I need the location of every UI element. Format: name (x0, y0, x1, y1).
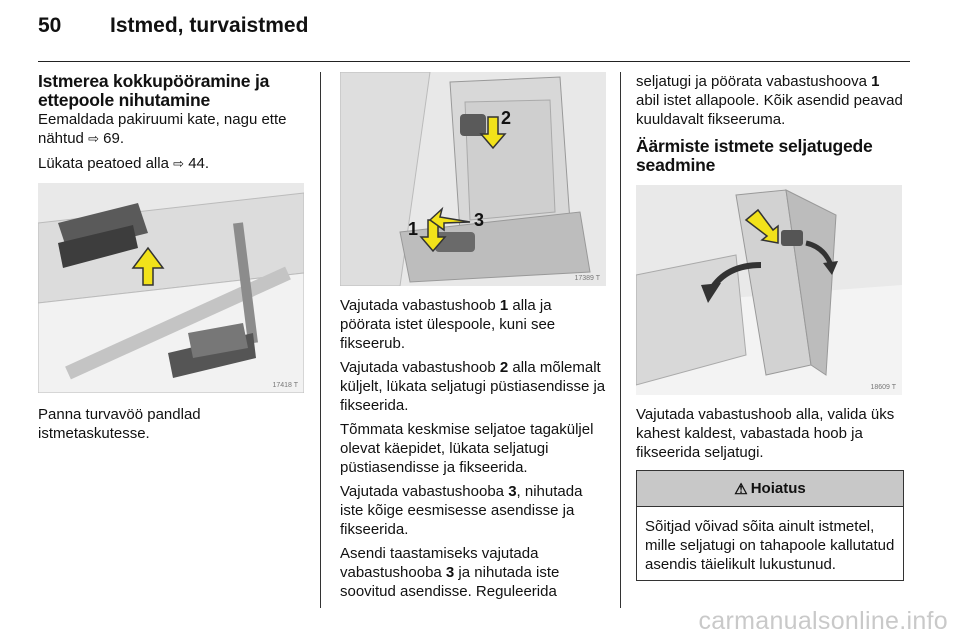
figure-seat-belt-buckles (38, 183, 304, 393)
figure-code: 17389 T (574, 275, 600, 282)
figure-release-levers (340, 72, 606, 286)
reference-arrow-icon: ⇨ (173, 156, 185, 171)
seat-illustration (38, 183, 304, 393)
watermark: carmanualsonline.info (698, 607, 948, 635)
reference-arrow-icon: ⇨ (88, 131, 99, 146)
warning-body (637, 507, 903, 580)
warning-box (636, 470, 904, 581)
column-2 (340, 72, 606, 606)
paragraph-continue: seljatugi ja pöörata vabastushoova 1 abil istet allapoole. Kõik asendid peavad kuuldavalt fikseeruma. (636, 73, 903, 128)
warning-text: Sõitjad võivad sõita ainult istmetel, mille seljatugi on tahapoole kallutatud asendis täielikult lukustunud. (645, 518, 895, 573)
callout-label-3: 3 (474, 210, 485, 230)
figure-code: 17418 T (272, 382, 298, 389)
section-heading-fold: Istmerea kokkupööramine ja ettepoole nihutamine (38, 71, 270, 110)
page-reference[interactable]: 69. (103, 130, 124, 147)
callout-label-2: 2 (501, 108, 512, 128)
paragraph-remove-cover: Eemaldada pakiruumi kate, nagu ette nähtud ⇨ 69. (38, 111, 287, 147)
page-header (38, 14, 918, 54)
paragraph-restore: Asendi taastamiseks vajutada vabastushooba 3 ja nihutada iste soovitud asendisse. Reguleerida (340, 545, 560, 600)
seat-lever-illustration (340, 72, 606, 286)
page-number: 50 (38, 14, 62, 37)
callout-label-1: 1 (408, 219, 419, 239)
column-1 (38, 72, 306, 448)
paragraph-lever-1: Vajutada vabastushoob 1 alla ja pöörata istet ülespoole, kuni see fikseerub. (340, 297, 556, 352)
paragraph-buckles: Panna turvavöö pandlad istmetaskutesse. (38, 406, 201, 442)
warning-triangle-icon: ⚠ (734, 480, 748, 498)
paragraph-lever-2: Vajutada vabastushoob 2 alla mõlemalt küljelt, lükata seljatugi püstiasendisse ja fikseerida. (340, 359, 606, 414)
instructions (340, 296, 606, 601)
header-rule (38, 61, 910, 62)
paragraph-adjust-backrest: Vajutada vabastushoob alla, valida üks kahest kaldest, vabastada hoob ja fikseerida seljatugi. (636, 406, 895, 461)
section-heading-outer-backrests: Äärmiste istmete seljatugede seadmine (636, 136, 873, 175)
figure-code: 18609 T (870, 384, 896, 391)
paragraph-headrests: Lükata peatoed alla ⇨ 44. (38, 155, 210, 172)
backrest-illustration (636, 185, 902, 395)
warning-header (637, 471, 903, 507)
page-title: Istmed, turvaistmed (110, 14, 309, 37)
figure-outer-backrest (636, 185, 902, 395)
column-divider-1 (320, 72, 321, 608)
column-3 (636, 72, 904, 581)
paragraph-center-backrest: Tõmmata keskmise seljatoe tagaküljel olevat käepidet, lükata seljatugi püstiasendisse ja fikseerida. (340, 421, 594, 476)
column-divider-2 (620, 72, 621, 608)
warning-title: Hoiatus (750, 480, 806, 497)
page-reference[interactable]: 44. (188, 155, 210, 172)
paragraph-lever-3: Vajutada vabastushooba 3, nihutada iste kõige eesmisesse asendisse ja fikseerida. (340, 483, 583, 538)
